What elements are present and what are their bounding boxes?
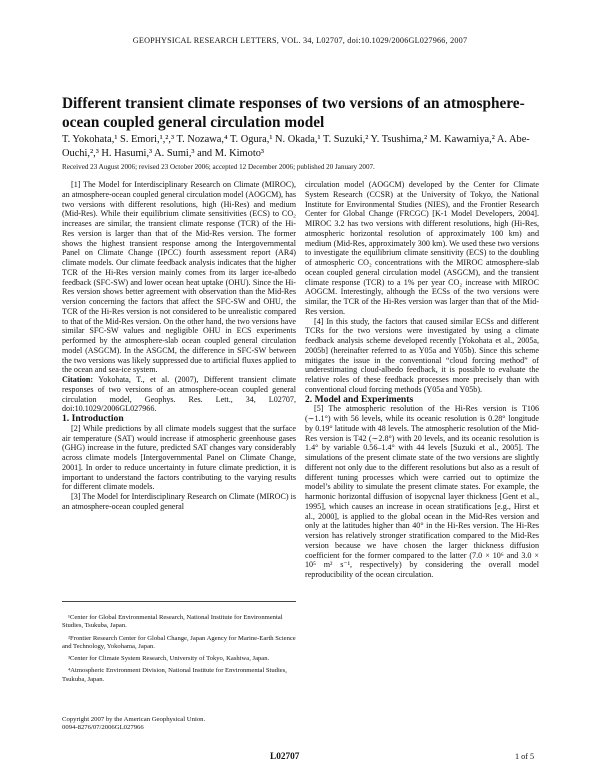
paragraph-number: [4]	[314, 316, 324, 326]
left-column	[62, 180, 296, 512]
abstract-paragraph: [1] The Model for Interdisciplinary Research on Climate (MIROC), an atmosphere-ocean coupled general circulation model (AOGCM), has two versions with different resolutions, high (Hi-Res) and medium (Mid-Res). While their equilibrium climate sensitivities (ECS) to CO₂ increases are similar, the transient climate response (TCR) of the Hi-Res version is larger than that of the Mid-Res version. The former shows the highest transient response among the Intergovernmental Panel on Climate Change (IPCC) fourth assessment report (AR4) climate models. Our climate feedback analysis indicates that the higher TCR of the Hi-Res version mainly comes from its larger ice-albedo feedback (SFC-SW) and lower ocean heat uptake (OHU). Since the Hi-Res version shows better agreement with observation than the Mid-Res version concerning the factors that affect the SFC-SW and OHU, the TCR of the Hi-Res version is not considered to be unrealistic compared to that of the Mid-Res version. On the other hand, the two versions have similar SFC-SW values and negligible OHU in ECS experiments performed by the atmosphere-slab ocean coupled general circulation model (ASGCM). In the ASGCM, the difference in SFC-SW between the two versions was likely suppressed due to artificial fluxes applied to the ocean and sea-ice system.	[62, 180, 296, 375]
body-paragraph: [4] In this study, the factors that caused similar ECSs and different TCRs for the two versions were investigated by using a climate feedback analysis scheme developed recently [Yokohata et al., 2005a, 2005b] (hereinafter referred to as Y05a and Y05b). Since this scheme mitigates the issue in the conventional “cloud forcing method” of underestimating cloud-albedo feedback, it is possible to evaluate the relative roles of these feedback processes more precisely than with conventional cloud forcing methods (Y05a and Y05b).	[305, 316, 539, 394]
affiliation-footnotes	[62, 601, 296, 688]
article-title: Different transient climate responses of two versions of an atmosphere-ocean coupled general circulation model	[62, 95, 525, 131]
paragraph-number: [5]	[314, 404, 324, 414]
body-paragraph: [2] While predictions by all climate models suggest that the surface air temperature (SAT) would increase if atmospheric greenhouse gases (GHG) increase in the future, predicted SAT changes vary considerably across climate models [Intergovernmental Panel on Climate Change, 2001]. In order to reduce uncertainty in future climate prediction, it is important to understand the factors contributing to the varying results for different climate models.	[62, 423, 296, 492]
paragraph-number: [2]	[71, 423, 81, 433]
article-code: L02707	[270, 752, 300, 762]
section-heading-introduction: 1. Introduction	[62, 413, 124, 424]
running-head: GEOPHYSICAL RESEARCH LETTERS, VOL. 34, L02707, doi:10.1029/2006GL027966, 2007	[132, 36, 468, 45]
body-paragraph: circulation model (AOGCM) developed by the Center for Climate System Research (CCSR) at the University of Tokyo, the National Institute for Environmental Studies (NIES), and the Frontier Research Center for Global Change (FRCGC) [K-1 Model Developers, 2004]. MIROC 3.2 has two versions with different resolutions, high (Hi-Res, atmospheric horizontal resolution of approximately 100 km) and medium (Mid-Res, approximately 300 km). We used these two versions to investigate the equilibrium climate sensitivity (ECS) to the doubling of atmospheric CO₂ concentrations with the MIROC atmosphere-slab ocean coupled general circulation model (ASGCM), and the transient climate response (TCR) to a 1% per year CO₂ increase with MIROC AOGCM. Interestingly, although the ECSs of the two versions were similar, the TCR of the Hi-Res version was larger than that of the Mid-Res version.	[305, 180, 539, 316]
author-list: T. Yokohata,¹ S. Emori,¹,²,³ T. Nozawa,⁴ T. Ogura,¹ N. Okada,¹ T. Suzuki,² Y. Tsushima,² M. Kawamiya,² A. Abe-Ouchi,²,³ H. Hasumi,³ A. Sumi,³ and M. Kimoto³	[62, 134, 530, 159]
footnote: ³Center for Climate System Research, University of Tokyo, Kashiwa, Japan.	[68, 655, 270, 663]
section-heading-model-experiments: 2. Model and Experiments	[305, 393, 414, 405]
body-paragraph: [3] The Model for Interdisciplinary Research on Climate (MIROC) is an atmosphere-ocean coupled general	[62, 492, 296, 511]
right-column	[305, 180, 539, 580]
citation: Citation: Yokohata, T., et al. (2007), Different transient climate responses of two versions of an atmosphere-ocean coupled general circulation model, Geophys. Res. Lett., 34, L02707, doi:10.1029/2006GL027966.	[62, 375, 296, 414]
received-dates: Received 23 August 2006; revised 23 October 2006; accepted 12 December 2006; published 20 January 2007.	[62, 163, 375, 171]
body-paragraph: [5] The atmospheric resolution of the Hi-Res version is T106 (∼1.1°) with 56 levels, while its oceanic resolution is 0.28° longitude by 0.19° latitude with 48 levels. The atmospheric resolution of the Mid-Res version is T42 (∼2.8°) with 20 levels, and its oceanic resolution is 1.4° by variable 0.56–1.4° with 44 levels [Suzuki et al., 2005]. The simulations of the present climate state of the two versions are slightly different not only due to the different resolutions but also as a result of different tuning processes which were carried out to optimize the model’s ability to simulate the present climate states. For example, the harmonic horizontal diffusion of isopycnal layer thickness [Gent et al., 1995], which causes an increase in ocean stratifications [e.g., Hirst et al., 2000], is applied to the global ocean in the Mid-Res version and only at the latitudes higher than 40° in the Hi-Res version. The Hi-Res version has relatively stronger stratification compared to the Mid-Res version because we have chosen the larger thickness diffusion coefficient for the former compared to the latter (7.0 × 10⁶ and 3.0 × 10⁵ m² s⁻¹, respectively) by considering the overall model reproducibility of the ocean circulation.	[305, 404, 539, 579]
paragraph-number: [3]	[71, 492, 81, 501]
copyright-notice: Copyright 2007 by the American Geophysical Union. 0094-8276/07/2006GL027966	[62, 716, 206, 732]
footnote: ⁴Atmospheric Environment Division, National Institute for Environmental Studies, Tsukuba, Japan.	[62, 667, 287, 683]
paragraph-number: [1]	[71, 180, 81, 189]
citation-label: Citation:	[62, 375, 94, 384]
footnote: ¹Center for Global Environmental Research, National Institute for Environmental Studies, Tsukuba, Japan.	[62, 614, 283, 630]
page-number: 1 of 5	[515, 752, 535, 761]
footnote: ²Frontier Research Center for Global Change, Japan Agency for Marine-Earth Science and Technology, Yokohama, Japan.	[62, 634, 296, 650]
